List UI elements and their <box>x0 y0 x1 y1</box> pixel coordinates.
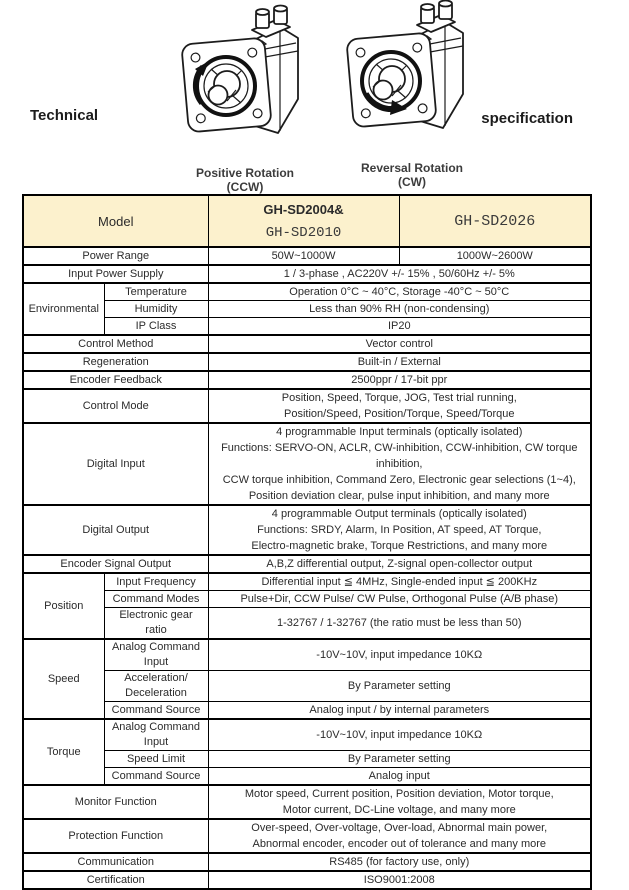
caption-reversal-rotation-line1: Reversal Rotation <box>360 161 464 175</box>
table-row-position-input-frequency <box>23 573 591 591</box>
label-torque-command-source: Command Source <box>104 768 208 786</box>
caption-reversal-rotation <box>332 161 492 189</box>
value-protection-function-line-1: Over-speed, Over-voltage, Over-load, Abnormal main power, <box>251 822 548 834</box>
label-control-method: Control Method <box>23 335 208 353</box>
value-speed-command-source: Analog input / by internal parameters <box>208 702 591 720</box>
table-row-torque-analog-command-input <box>23 719 591 751</box>
label-power-range: Power Range <box>23 247 208 265</box>
value-certification: ISO9001:2008 <box>208 871 591 889</box>
value-encoder-signal-output: A,B,Z differential output, Z-signal open-collector output <box>208 555 591 573</box>
value-monitor-function-line-2: Motor current, DC-Line voltage, and many more <box>282 804 516 816</box>
label-environmental: Environmental <box>23 283 104 335</box>
value-temperature: Operation 0°C ~ 40°C, Storage -40°C ~ 50°C <box>208 283 591 301</box>
value-speed-limit: By Parameter setting <box>208 751 591 768</box>
value-digital-output-line-3: Electro-magnetic brake, Torque Restrictions, and many more <box>251 540 548 552</box>
label-digital-output: Digital Output <box>23 505 208 555</box>
value-control-mode <box>208 389 591 423</box>
spec-table-body <box>23 195 591 889</box>
value-digital-output-line-2: Functions: SRDY, Alarm, In Position, AT speed, AT Torque, <box>257 524 542 536</box>
caption-reversal-rotation-line2: (CW) <box>398 175 426 189</box>
label-digital-input: Digital Input <box>23 423 208 505</box>
servo-motor-cw-icon <box>345 1 470 159</box>
label-speed: Speed <box>23 639 104 719</box>
value-acceleration-deceleration: By Parameter setting <box>208 671 591 702</box>
value-input-power-supply: 1 / 3-phase , AC220V +/- 15% , 50/60Hz +/- 5% <box>208 265 591 283</box>
servo-motor-ccw-icon <box>180 6 305 164</box>
table-row-encoder-feedback <box>23 371 591 389</box>
value-speed-analog-command-input: -10V~10V, input impedance 10KΩ <box>208 639 591 671</box>
caption-positive-rotation-line2: (CCW) <box>226 180 264 194</box>
label-temperature: Temperature <box>104 283 208 301</box>
value-digital-output <box>208 505 591 555</box>
label-speed-limit: Speed Limit <box>104 751 208 768</box>
value-command-modes: Pulse+Dir, CCW Pulse/ CW Pulse, Orthogonal Pulse (A/B phase) <box>208 591 591 608</box>
table-row-speed-accel-decel <box>23 671 591 702</box>
label-speed-analog-command-input: Analog Command Input <box>104 639 208 671</box>
label-acceleration-deceleration: Acceleration/ Deceleration <box>104 671 208 702</box>
label-communication: Communication <box>23 853 208 871</box>
table-row-power-range <box>23 247 591 265</box>
table-row-torque-command-source <box>23 768 591 786</box>
value-torque-command-source: Analog input <box>208 768 591 786</box>
table-row-position-command-modes <box>23 591 591 608</box>
table-row-digital-output <box>23 505 591 555</box>
table-row-control-mode <box>23 389 591 423</box>
table-row-input-power-supply <box>23 265 591 283</box>
value-power-range-1: 50W~1000W <box>208 247 399 265</box>
label-encoder-feedback: Encoder Feedback <box>23 371 208 389</box>
value-humidity: Less than 90% RH (non-condensing) <box>208 301 591 318</box>
value-protection-function <box>208 819 591 853</box>
table-row-digital-input <box>23 423 591 505</box>
model-column-gh-sd2004-gh-sd2010-line-2: GH-SD2010 <box>265 224 342 241</box>
label-humidity: Humidity <box>104 301 208 318</box>
table-row-certification <box>23 871 591 889</box>
label-position: Position <box>23 573 104 639</box>
value-digital-input-line-2: Functions: SERVO-ON, ACLR, CW-inhibition, CCW-inhibition, CW torque inhibition, <box>221 442 578 470</box>
label-ip-class: IP Class <box>104 318 208 336</box>
table-row-encoder-signal-output <box>23 555 591 573</box>
label-protection-function: Protection Function <box>23 819 208 853</box>
value-digital-input-line-4: Position deviation clear, pulse input inhibition, and many more <box>248 490 550 502</box>
label-certification: Certification <box>23 871 208 889</box>
value-electronic-gear-ratio: 1-32767 / 1-32767 (the ratio must be less than 50) <box>208 608 591 640</box>
table-row-environmental-temperature <box>23 283 591 301</box>
label-input-frequency: Input Frequency <box>104 573 208 591</box>
table-row-monitor-function <box>23 785 591 819</box>
value-monitor-function-line-1: Motor speed, Current position, Position deviation, Motor torque, <box>244 788 554 800</box>
value-digital-output-line-1: 4 programmable Output terminals (optically isolated) <box>271 508 527 520</box>
value-power-range-2: 1000W~2600W <box>399 247 591 265</box>
value-regeneration: Built-in / External <box>208 353 591 371</box>
value-torque-analog-command-input: -10V~10V, input impedance 10KΩ <box>208 719 591 751</box>
value-control-method: Vector control <box>208 335 591 353</box>
table-row-regeneration <box>23 353 591 371</box>
specification-label: specification <box>481 110 573 127</box>
value-monitor-function <box>208 785 591 819</box>
value-ip-class: IP20 <box>208 318 591 336</box>
caption-positive-rotation <box>165 166 325 194</box>
value-encoder-feedback: 2500ppr / 17-bit ppr <box>208 371 591 389</box>
label-torque-analog-command-input: Analog Command Input <box>104 719 208 751</box>
table-row-environmental-ip-class <box>23 318 591 336</box>
label-input-power-supply: Input Power Supply <box>23 265 208 283</box>
model-column-gh-sd2026: GH-SD2026 <box>399 195 591 247</box>
label-control-mode: Control Mode <box>23 389 208 423</box>
label-electronic-gear-ratio: Electronic gear ratio <box>104 608 208 640</box>
label-regeneration: Regeneration <box>23 353 208 371</box>
value-control-mode-line-2: Position/Speed, Position/Torque, Speed/Torque <box>283 408 515 420</box>
caption-positive-rotation-line1: Positive Rotation <box>195 166 294 180</box>
label-torque: Torque <box>23 719 104 785</box>
technical-label: Technical <box>30 107 99 124</box>
spec-table <box>22 194 592 890</box>
table-row-speed-analog-command-input <box>23 639 591 671</box>
value-control-mode-line-1: Position, Speed, Torque, JOG, Test trial running, <box>281 392 517 404</box>
value-input-frequency: Differential input ≦ 4MHz, Single-ended input ≦ 200KHz <box>208 573 591 591</box>
value-communication: RS485 (for factory use, only) <box>208 853 591 871</box>
label-command-modes: Command Modes <box>104 591 208 608</box>
label-monitor-function: Monitor Function <box>23 785 208 819</box>
label-encoder-signal-output: Encoder Signal Output <box>23 555 208 573</box>
table-row-communication <box>23 853 591 871</box>
table-row-position-electronic-gear-ratio <box>23 608 591 640</box>
value-digital-input-line-1: 4 programmable Input terminals (optically isolated) <box>276 426 523 438</box>
label-speed-command-source: Command Source <box>104 702 208 720</box>
table-row-control-method <box>23 335 591 353</box>
value-digital-input <box>208 423 591 505</box>
table-row-model-header <box>23 195 591 247</box>
table-row-environmental-humidity <box>23 301 591 318</box>
value-protection-function-line-2: Abnormal encoder, encoder out of tolerance and many more <box>252 838 547 850</box>
table-row-protection-function <box>23 819 591 853</box>
model-column-gh-sd2004-gh-sd2010 <box>208 195 399 247</box>
table-row-speed-command-source <box>23 702 591 720</box>
model-header-label: Model <box>23 195 208 247</box>
value-digital-input-line-3: CCW torque inhibition, Command Zero, Electronic gear selections (1~4), <box>222 474 576 486</box>
model-column-gh-sd2004-gh-sd2010-line-1: GH-SD2004& <box>263 201 344 217</box>
table-row-torque-speed-limit <box>23 751 591 768</box>
